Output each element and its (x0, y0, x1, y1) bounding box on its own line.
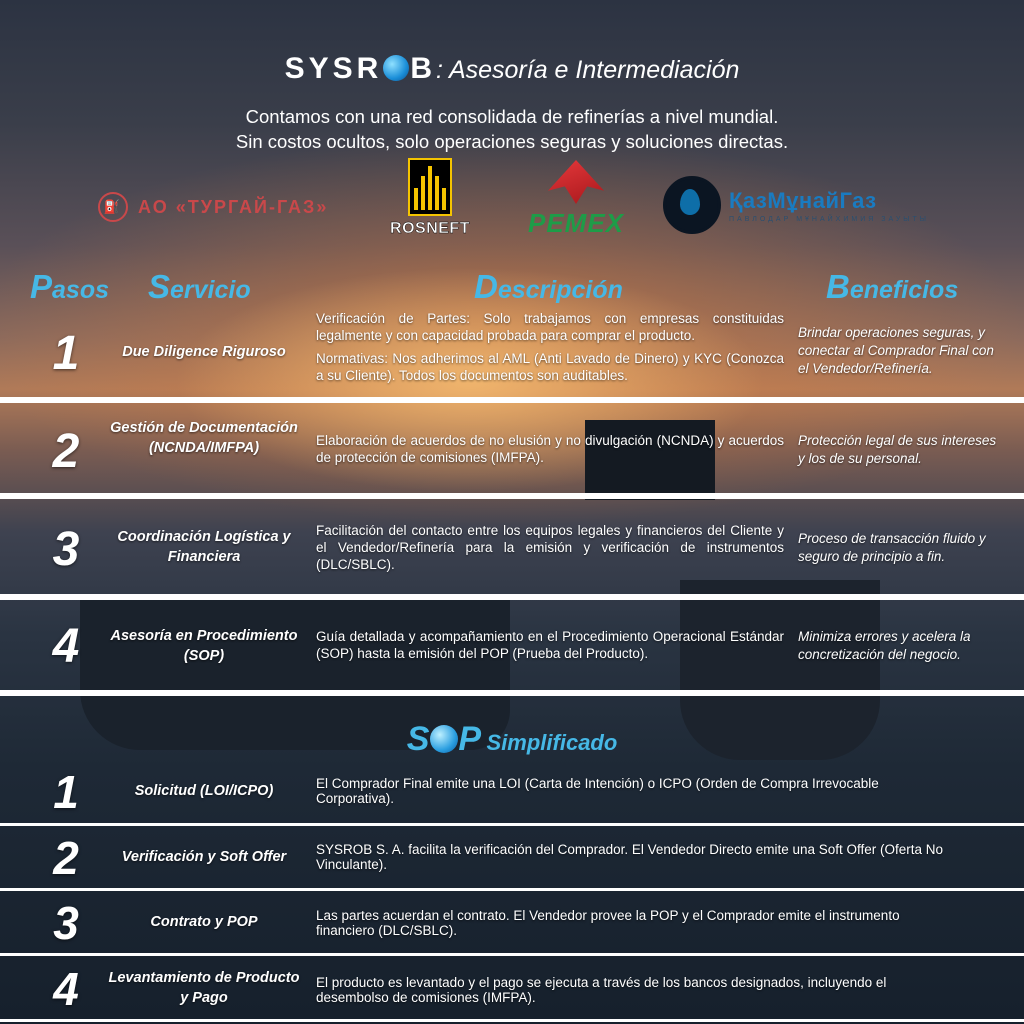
brand-name: SYSR B (284, 52, 436, 85)
row-divider (0, 594, 1024, 600)
globe-icon (430, 725, 458, 753)
sop-step-number: 3 (53, 897, 79, 949)
step-description (316, 432, 784, 472)
title-subtitle: : Asesoría e Intermediación (435, 56, 740, 84)
logo-pemex (512, 160, 640, 239)
logo-turgai-gaz (98, 192, 328, 222)
sop-step-description: El producto es levantado y el pago se ejecuta a través de los bancos designados, incluyendo el desembolso de comisiones (IMFPA). (316, 975, 887, 1005)
description-paragraph: Normativas: Nos adherimos al AML (Anti Lavado de Dinero) y KYC (Conozca a su Cliente). Todos los documentos son auditables. (316, 351, 784, 383)
intro-line-2: Sin costos ocultos, solo operaciones seguras y soluciones directas. (235, 131, 789, 152)
step-service: Due Diligence Riguroso (122, 344, 286, 360)
column-header-pasos: Pasos (30, 268, 109, 305)
intro-text (0, 104, 1024, 154)
step-benefit: Brindar operaciones seguras, y conectar al Comprador Final con el Vendedor/Refinería. (798, 325, 994, 376)
sop-step-description: El Comprador Final emite una LOI (Carta de Intención) o ICPO (Orden de Compra Irrevocable Corporativa). (316, 776, 879, 806)
intro-line-1: Contamos con una red consolidada de refinerías a nivel mundial. (245, 106, 779, 127)
step-number: 2 (52, 425, 80, 478)
row-divider (0, 493, 1024, 499)
logo-kazmunaigaz (663, 176, 929, 234)
page-title (0, 52, 1024, 86)
row-divider (0, 1019, 1024, 1022)
step-number: 4 (52, 620, 80, 673)
logo-rosneft-text: ROSNEFT (390, 220, 470, 237)
eagle-icon (548, 160, 604, 204)
sop-step-number: 1 (53, 766, 79, 818)
step-service: Asesoría en Procedimiento (SOP) (110, 628, 298, 664)
sop-step-number: 2 (53, 832, 79, 884)
step-number: 1 (52, 327, 80, 380)
logo-kmg-subtitle: ПАВЛОДАР МҰНАЙХИМИЯ ЗАУЫТЫ (729, 215, 929, 223)
logo-kmg-name: ҚазМұнайГаз (729, 187, 877, 213)
step-description (316, 628, 784, 668)
description-paragraph: Guía detallada y acompañamiento en el Procedimiento Operacional Estándar (SOP) hasta la emisión del POP (Prueba del Producto). (316, 629, 784, 661)
step-description (316, 522, 784, 579)
step-description (316, 310, 784, 390)
sop-step-number: 4 (53, 963, 79, 1015)
step-benefit: Protección legal de sus intereses y los de su personal. (798, 433, 997, 466)
rosneft-icon (408, 158, 452, 216)
sop-step-service: Contrato y POP (150, 914, 258, 930)
sop-step-description: Las partes acuerdan el contrato. El Vendedor provee la POP y el Comprador emite el instrumento financiero (DLC/SBLC). (316, 908, 900, 938)
description-paragraph: Facilitación del contacto entre los equipos legales y financieros del Cliente y el Vendedor/Refinería para la emisión y verificación de instrumentos (DLC/SBLC). (316, 523, 784, 572)
column-header-descripcion: Descripción (474, 268, 623, 305)
sop-step-service: Levantamiento de Producto y Pago (108, 970, 300, 1006)
step-benefit: Minimiza errores y acelera la concretización del negocio. (798, 629, 971, 662)
row-divider (0, 823, 1024, 826)
step-number: 3 (52, 523, 80, 576)
sop-title: S P Simplificado (406, 720, 618, 758)
column-header-servicio: Servicio (148, 268, 251, 305)
sop-step-service: Solicitud (LOI/ICPO) (134, 783, 274, 799)
row-divider (0, 690, 1024, 696)
row-divider (0, 953, 1024, 956)
step-service: Gestión de Documentación (NCNDA/IMFPA) (110, 420, 298, 456)
sop-step-description: SYSROB S. A. facilita la verificación del Comprador. El Vendedor Directo emite una Soft Offer (Oferta No Vinculante). (316, 842, 944, 872)
step-benefit: Proceso de transacción fluido y seguro de principio a fin. (798, 531, 986, 564)
row-divider (0, 397, 1024, 403)
drop-icon (663, 176, 721, 234)
column-header-beneficios: Beneficios (826, 268, 959, 305)
description-paragraph: Verificación de Partes: Solo trabajamos con empresas constituidas legalmente y con capacidad probada para comprar el producto. (316, 311, 784, 343)
row-divider (0, 888, 1024, 891)
globe-icon (383, 55, 409, 81)
logo-rosneft (372, 158, 488, 238)
sop-title-rest: Simplificado (486, 730, 618, 755)
step-service: Coordinación Logística y Financiera (117, 529, 291, 565)
sop-step-service: Verificación y Soft Offer (121, 849, 287, 865)
derrick-icon: ⛽ (98, 192, 128, 222)
logo-turgai-text: АО «ТУРГАЙ-ГАЗ» (138, 196, 329, 217)
description-paragraph: Elaboración de acuerdos de no elusión y no divulgación (NCNDA) y acuerdos de protección de comisiones (IMFPA). (316, 433, 784, 465)
logo-pemex-text: PEMEX (527, 208, 625, 238)
